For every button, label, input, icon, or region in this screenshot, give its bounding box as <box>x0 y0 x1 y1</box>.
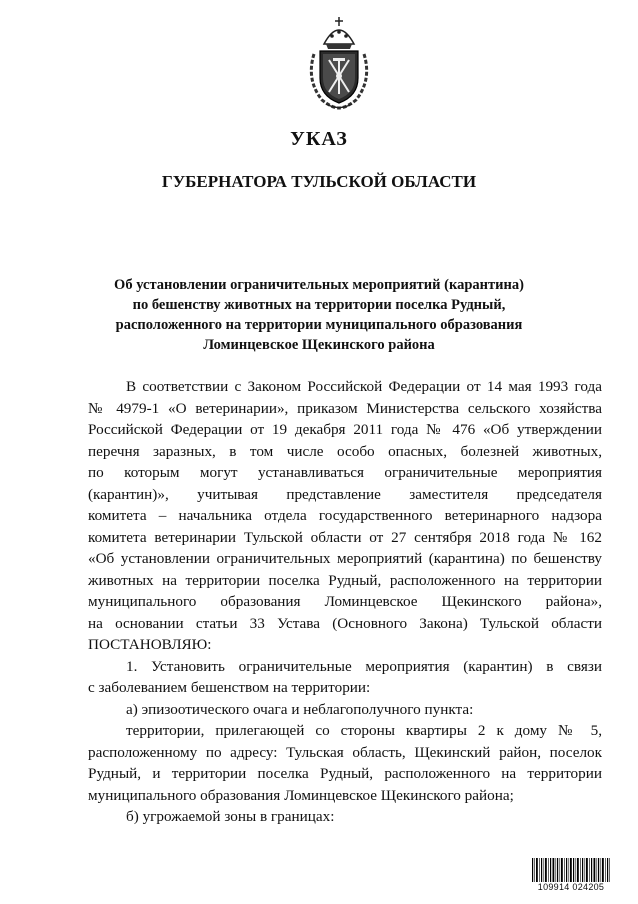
resolution-heading: ПОСТАНОВЛЯЮ: <box>88 636 212 653</box>
body-line: «Об установлении ограничительных мероприятий (карантина) по бешенству <box>88 550 602 567</box>
body-line: Российской Федерации от 19 декабря 2011 года № 476 «Об утверждении <box>88 421 602 438</box>
body-line: а) эпизоотического очага и неблагополучного пункта: <box>126 700 474 718</box>
body-line: (карантин)», учитывая представление заместителя председателя <box>88 485 602 503</box>
body-line: по которым могут устанавливаться ограничительные мероприятия <box>88 464 602 481</box>
barcode-icon <box>531 858 611 898</box>
barcode-number: 109914 024205 <box>531 882 611 892</box>
body-line: расположенному по адресу: Тульская область, Щекинский район, поселок <box>88 743 602 761</box>
body-line: 1. Установить ограничительные мероприятия (карантин) в связи <box>126 657 602 675</box>
body-line: В соответствии с Законом Российской Федерации от 14 мая 1993 года <box>126 378 602 395</box>
subject-line: Ломинцевское Щекинского района <box>203 337 435 353</box>
body-line: на основании статьи 33 Устава (Основного Закона) Тульской области <box>88 614 602 632</box>
body-line: б) угрожаемой зоны в границах: <box>126 808 335 825</box>
body-line: с заболеванием бешенством на территории: <box>88 679 371 696</box>
body-line: Рудный, и территории поселка Рудный, расположенного на территории <box>88 765 602 782</box>
body-line: муниципального образования Ломинцевское Щекинского района», <box>88 593 602 610</box>
body-line: животных на территории поселка Рудный, расположенного на территории <box>88 571 602 589</box>
subject-line: Об установлении ограничительных мероприятий (карантина) <box>114 277 524 293</box>
document-type-title: УКАЗ <box>290 128 348 150</box>
subject-line: по бешенству животных на территории поселка Рудный, <box>132 297 506 313</box>
body-line: муниципального образования Ломинцевское Щекинского района; <box>88 786 514 804</box>
document-body <box>88 376 602 828</box>
tula-coat-of-arms-icon <box>302 14 376 112</box>
body-line: № 4979-1 «О ветеринарии», приказом Министерства сельского хозяйства <box>88 399 602 417</box>
document-subject <box>90 275 548 355</box>
body-line: территории, прилегающей со стороны квартиры 2 к дому № 5, <box>126 722 602 739</box>
body-line: перечня заразных, в том числе особо опасных, болезней животных, <box>88 442 602 460</box>
body-line: комитета ветеринарии Тульской области от 27 сентября 2018 года № 162 <box>88 528 602 546</box>
issuer-title: ГУБЕРНАТОРА ТУЛЬСКОЙ ОБЛАСТИ <box>161 172 477 191</box>
body-line: комитета – начальника отдела государственного ветеринарного надзора <box>88 507 602 524</box>
subject-line: расположенного на территории муниципального образования <box>115 317 523 333</box>
